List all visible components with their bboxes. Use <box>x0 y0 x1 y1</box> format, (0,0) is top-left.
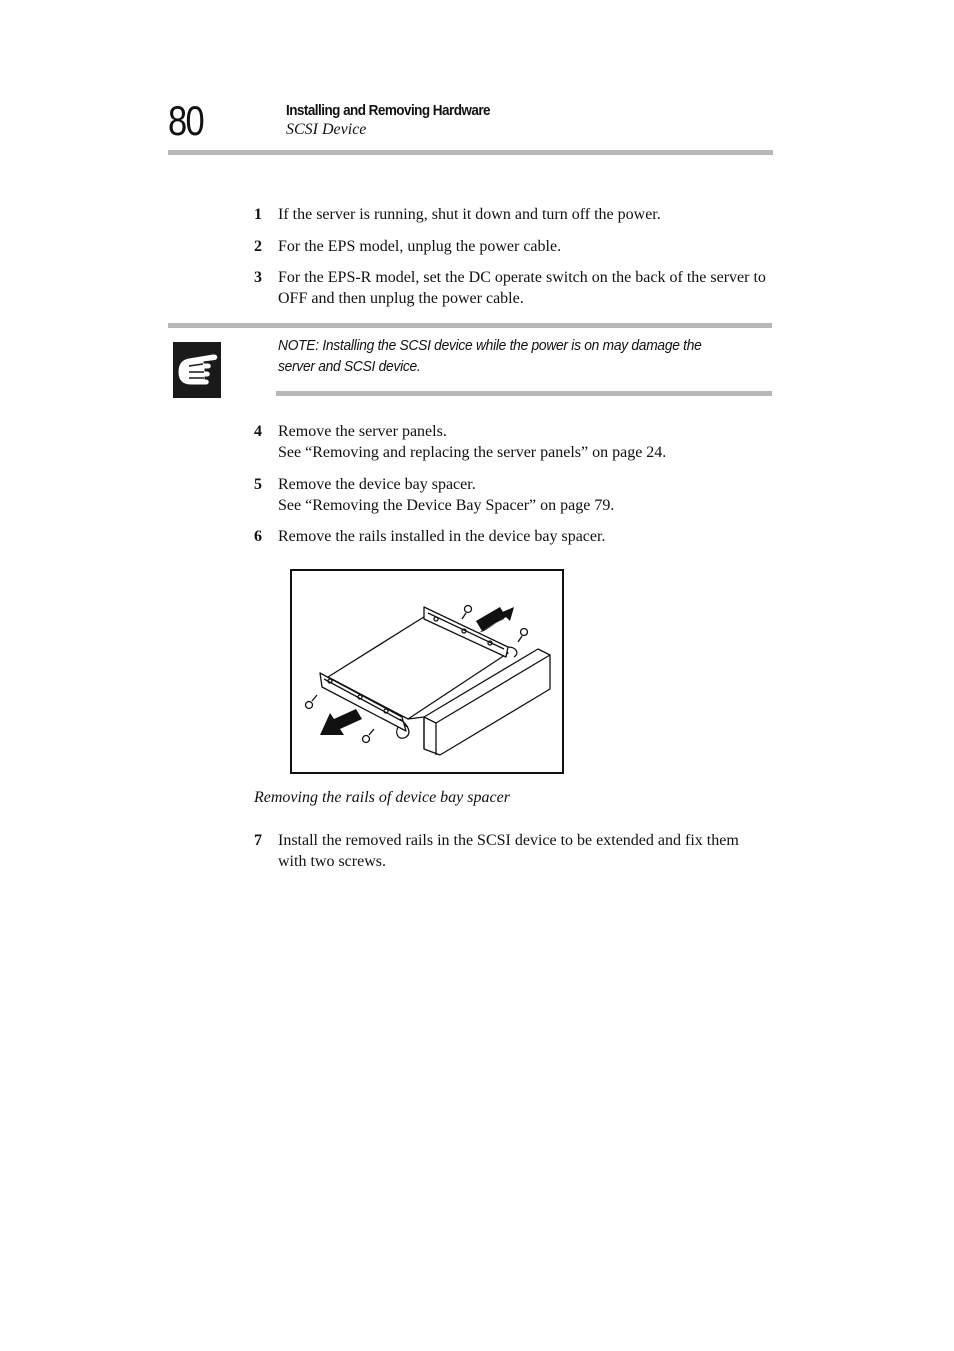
step-number: 6 <box>254 528 262 545</box>
step-text: Remove the device bay spacer. <box>278 476 476 493</box>
step-text: Remove the server panels. <box>278 423 447 440</box>
step-number: 3 <box>254 269 262 286</box>
step-text: with two screws. <box>278 853 386 870</box>
note-bottom-rule <box>276 391 772 396</box>
step-text: Remove the rails installed in the device bay spacer. <box>278 528 606 545</box>
figure-caption: Removing the rails of device bay spacer <box>254 789 510 806</box>
note-text <box>278 335 720 377</box>
page-number: 80 <box>168 97 204 144</box>
note-top-rule <box>168 323 772 328</box>
note-line: server and SCSI device. <box>278 358 421 375</box>
step-text: Install the removed rails in the SCSI device to be extended and fix them <box>278 832 739 849</box>
step-number: 5 <box>254 476 262 493</box>
step-text: OFF and then unplug the power cable. <box>278 290 524 307</box>
step-text: If the server is running, shut it down and turn off the power. <box>278 206 661 223</box>
step-text: See “Removing and replacing the server panels” on page 24. <box>278 444 667 461</box>
section-title: SCSI Device <box>286 121 367 138</box>
device-bay-spacer-illustration <box>290 569 564 774</box>
step-number: 2 <box>254 238 262 255</box>
note-line: NOTE: Installing the SCSI device while the power is on may damage the <box>278 337 702 354</box>
step-number: 7 <box>254 832 262 849</box>
step-text: See “Removing the Device Bay Spacer” on page 79. <box>278 497 615 514</box>
step-text: For the EPS-R model, set the DC operate switch on the back of the server to <box>278 269 766 286</box>
step-text: For the EPS model, unplug the power cable. <box>278 238 562 255</box>
chapter-title: Installing and Removing Hardware <box>286 102 491 119</box>
step-number: 4 <box>254 423 262 440</box>
step-number: 1 <box>254 206 262 223</box>
header-rule <box>168 150 773 155</box>
pointing-hand-icon <box>173 342 221 398</box>
